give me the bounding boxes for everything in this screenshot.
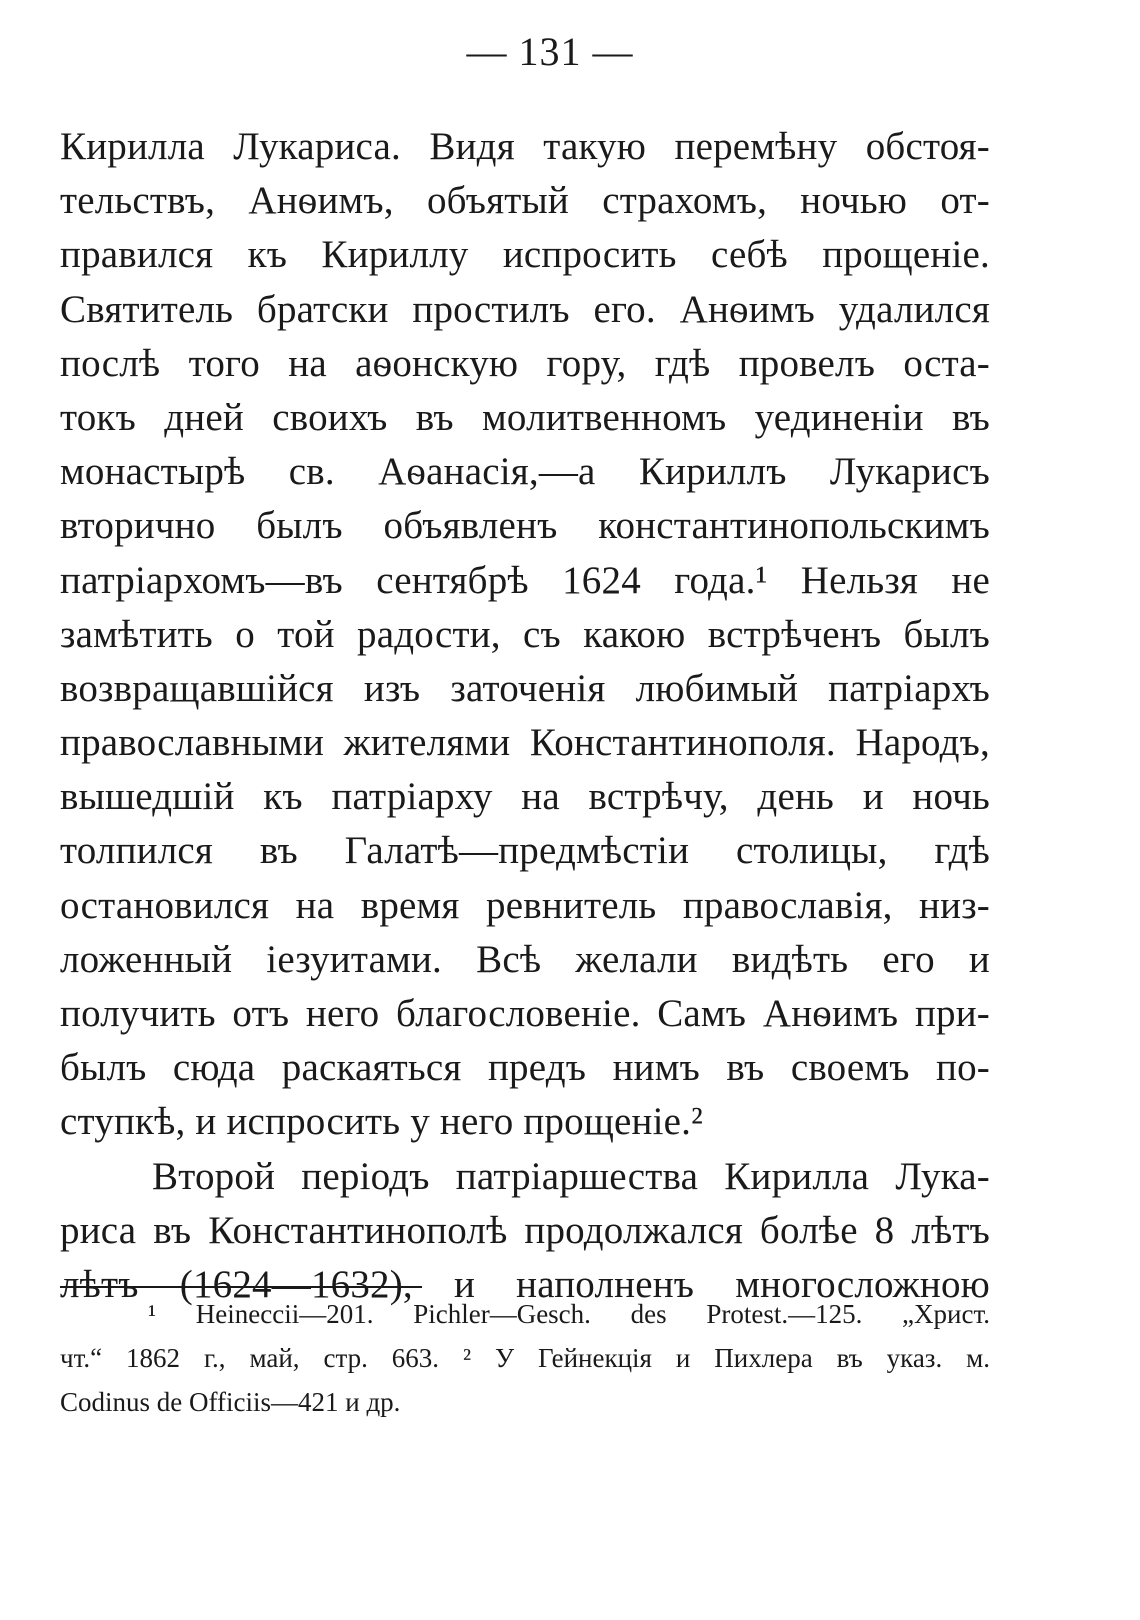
text-line: патріархомъ—въ сентябрѣ 1624 года.¹ Нельзя не [60, 558, 990, 602]
text-line: лѣтъ (1624—1632), и наполненъ многосложною [60, 1262, 990, 1306]
text-line: остановился на время ревнитель православія, низ- [60, 883, 990, 927]
text-line: получить отъ него благословеніе. Самъ Анѳимъ при- [60, 992, 990, 1035]
footnotes [60, 1292, 990, 1424]
text-line: былъ сюда раскаяться предъ нимъ въ своемъ по- [60, 1046, 990, 1090]
text-line: ступкѣ, и испросить у него прощеніе.² [60, 1100, 704, 1144]
text-line: толпился въ Галатѣ—предмѣстіи столицы, гдѣ [60, 829, 990, 873]
page-number: — 131 — [466, 29, 634, 74]
text-line: монастырѣ св. Аѳанасія,—а Кириллъ Лукарисъ [60, 450, 990, 494]
footnote-line: ¹ Heineccii—201. Pichler—Gesch. des Protest.—125. „Христ. [148, 1299, 990, 1329]
text-line: послѣ того на аѳонскую гору, гдѣ провелъ оста- [60, 341, 990, 385]
paragraph-start-line: Второй періодъ патріаршества Кирилла Лука- [152, 1154, 990, 1198]
text-line: православными жителями Константинополя. Народъ, [60, 721, 990, 765]
text-line: тельствъ, Анѳимъ, объятый страхомъ, ночью от- [60, 179, 990, 223]
text-line: вышедшій къ патріарху на встрѣчу, день и ночь [60, 775, 990, 819]
text-line: ложенный іезуитами. Всѣ желали видѣть его и [60, 937, 990, 981]
text-line: Святитель братски простилъ его. Анѳимъ удалился [60, 287, 990, 331]
text-line: замѣтить о той радости, съ какою встрѣченъ былъ [60, 612, 990, 656]
text-line: правился къ Кириллу испросить себѣ прощеніе. [60, 233, 990, 277]
body-text [60, 120, 990, 1312]
footnote-line: Codinus de Officiis—421 и др. [60, 1387, 401, 1417]
footnote-divider [60, 1286, 422, 1288]
text-line: Кирилла Лукариса. Видя такую перемѣну обстоя- [60, 125, 990, 168]
text-line: токъ дней своихъ въ молитвенномъ уединеніи въ [60, 395, 990, 439]
text-line: риса въ Константинополѣ продолжался болѣе 8 лѣтъ [60, 1208, 990, 1252]
text-line: вторично былъ объявленъ константинопольскимъ [60, 504, 990, 548]
footnote-line: чт.“ 1862 г., май, стр. 663. ² У Гейнекція и Пихлера въ указ. м. [60, 1343, 990, 1373]
text-line: возвращавшійся изъ заточенія любимый патріархъ [60, 666, 990, 710]
